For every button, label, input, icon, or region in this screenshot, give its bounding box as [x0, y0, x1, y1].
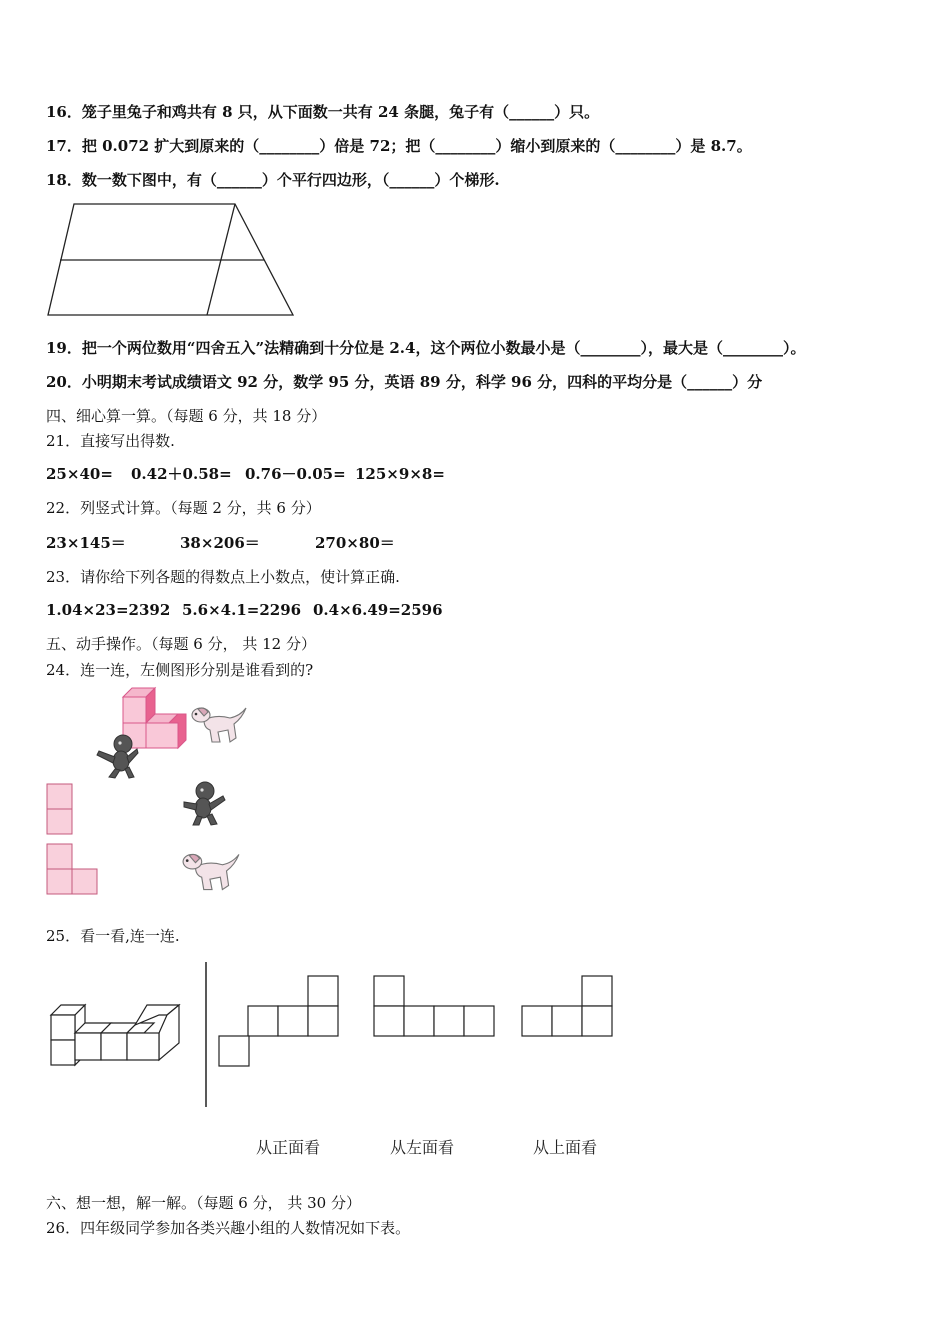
q21-exercises [46, 464, 445, 484]
dog-icon [190, 704, 248, 746]
divider-line [204, 962, 208, 1107]
exercise: 125×9×8= [355, 465, 445, 483]
exercise: 5.6×4.1=2296 [182, 601, 302, 619]
view-two-stacked-squares [46, 783, 74, 835]
exercise: 25×40= [46, 465, 113, 483]
exercise: 0.42＋0.58= [131, 465, 232, 483]
exercise: 270×80＝ [315, 534, 395, 552]
monkey-icon [181, 780, 227, 826]
monkey-icon [93, 733, 139, 779]
question-18: 18．数一数下图中，有（______）个平行四边形，（______）个梯形. [46, 171, 500, 189]
question-16: 16．笼子里兔子和鸡共有 8 只，从下面数一共有 24 条腿，兔子有（______）只。 [46, 103, 600, 121]
section-4-heading: 四、细心算一算。（每题 6 分，共 18 分） [46, 407, 327, 425]
question-17: 17．把 0.072 扩大到原来的（________）倍是 72；把（________）缩小到原来的（________）是 8.7。 [46, 137, 752, 155]
view-grid-right-tall [521, 975, 615, 1038]
section-6-heading: 六、想一想，解一解。（每题 6 分， 共 30 分） [46, 1194, 361, 1212]
q22-exercises [46, 533, 395, 553]
question-26: 26．四年级同学参加各类兴趣小组的人数情况如下表。 [46, 1219, 411, 1237]
question-25: 25．看一看,连一连. [46, 927, 180, 945]
question-20: 20．小明期末考试成绩语文 92 分，数学 95 分，英语 89 分，科学 96 分，四科的平均分是（______）分 [46, 373, 763, 391]
exercise: 23×145＝ [46, 534, 126, 552]
caption-top-view: 从上面看 [533, 1138, 598, 1157]
caption-front-view: 从正面看 [256, 1138, 321, 1157]
view-grid-left-tall [373, 975, 497, 1038]
question-23: 23．请你给下列各题的得数点上小数点，使计算正确. [46, 568, 400, 586]
caption-left-view: 从左面看 [390, 1138, 455, 1157]
exercise: 1.04×23=2392 [46, 601, 171, 619]
question-24: 24．连一连，左侧图形分别是谁看到的? [46, 661, 314, 679]
view-l-shape-squares [46, 843, 99, 895]
section-5-heading: 五、动手操作。（每题 6 分， 共 12 分） [46, 635, 316, 653]
trapezoid-figure [46, 202, 296, 317]
exercise: 0.76－0.05= [245, 465, 346, 483]
question-22: 22．列竖式计算。（每题 2 分，共 6 分） [46, 499, 321, 517]
exercise: 38×206＝ [180, 534, 260, 552]
view-grid-staircase [218, 975, 341, 1068]
question-21: 21．直接写出得数. [46, 432, 175, 450]
question-19: 19．把一个两位数用“四舍五入”法精确到十分位是 2.4，这个两位小数最小是（________），最大是（________）。 [46, 339, 806, 357]
dog-icon [181, 850, 241, 894]
q23-exercises [46, 600, 443, 620]
block-model [49, 1003, 184, 1069]
exercise: 0.4×6.49=2596 [313, 601, 443, 619]
